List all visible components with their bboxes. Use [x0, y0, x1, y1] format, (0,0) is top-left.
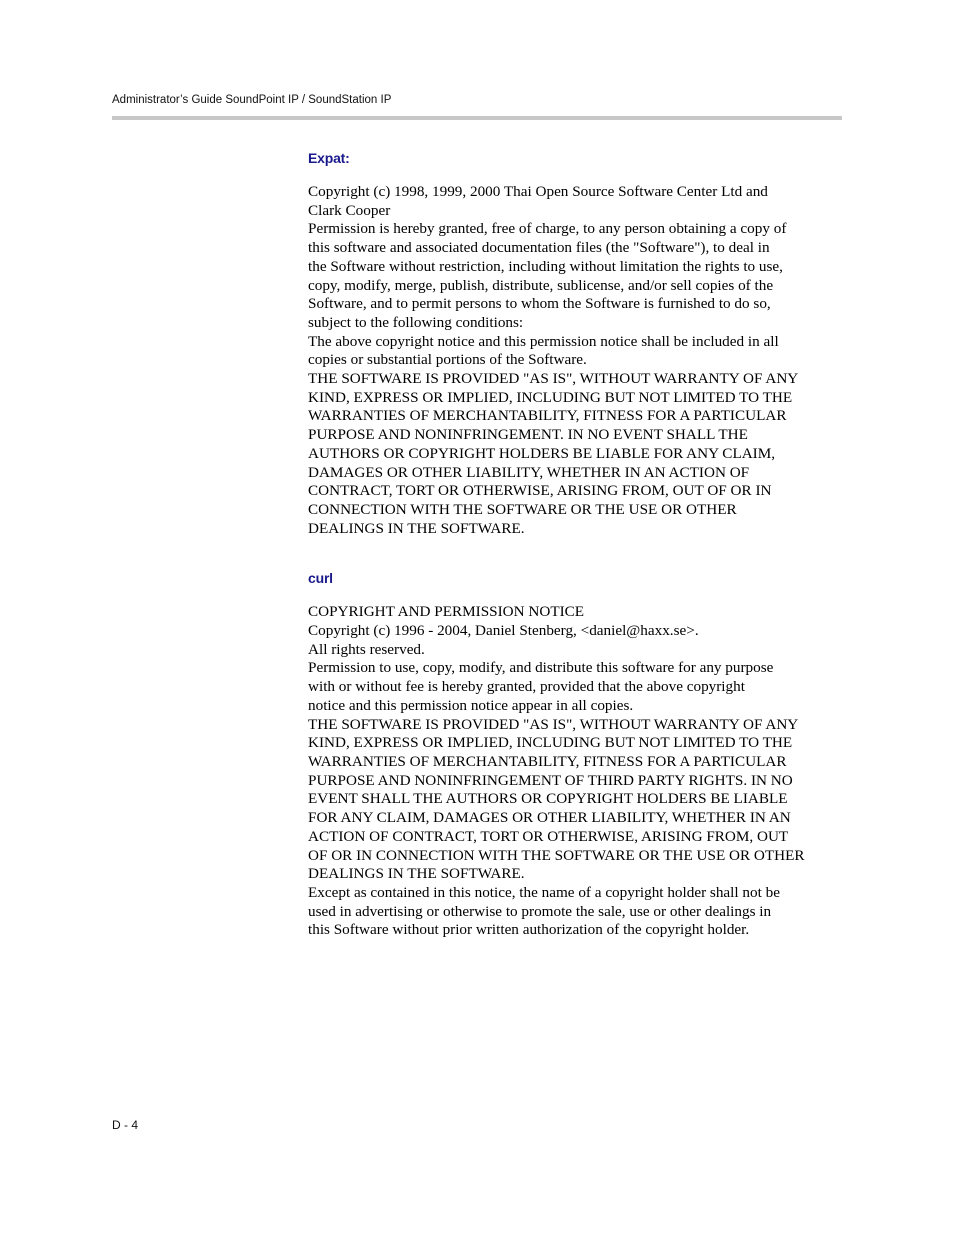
paragraph: THE SOFTWARE IS PROVIDED "AS IS", WITHOUT WARRANTY OF ANY KIND, EXPRESS OR IMPLIED, INCLUDING BUT NOT LIMITED TO THE WARRANTIES OF MERCHANTABILITY, FITNESS FOR A PARTICULAR PURPOSE AND NONINFRINGEMENT OF THIRD PARTY RIGHTS. IN NO EVENT SHALL THE AUTHORS OR COPYRIGHT HOLDERS BE LIABLE FOR ANY CLAIM, DAMAGES OR OTHER LIABILITY, WHETHER IN AN ACTION OF CONTRACT, TORT OR OTHERWISE, ARISING FROM, OUT OF OR IN CONNECTION WITH THE SOFTWARE OR THE USE OR OTHER DEALINGS IN THE SOFTWARE. — [308, 715, 805, 883]
paragraph: The above copyright notice and this permission notice shall be included in all copies or substantial portions of the Software. — [308, 332, 779, 369]
paragraph: Permission to use, copy, modify, and distribute this software for any purpose with or without fee is hereby granted, provided that the above copyright notice and this permission notice appear in all copies. — [308, 659, 774, 714]
paragraph: All rights reserved. — [308, 640, 425, 658]
header-rule — [112, 116, 842, 120]
paragraph: COPYRIGHT AND PERMISSION NOTICE — [308, 603, 585, 621]
section-expat — [308, 148, 842, 538]
paragraph: Except as contained in this notice, the name of a copyright holder shall not be used in advertising or otherwise to promote the sale, use or other dealings in this Software without prior written authorization of the copyright holder. — [308, 883, 780, 939]
section-curl — [308, 568, 842, 940]
page-number: D - 4 — [112, 1118, 139, 1132]
running-header: Administrator’s Guide SoundPoint IP / SoundStation IP — [112, 94, 392, 106]
page-content — [308, 148, 842, 970]
paragraph: Copyright (c) 1998, 1999, 2000 Thai Open Source Software Center Ltd and Clark Cooper — [308, 183, 768, 219]
section-heading-curl: curl — [308, 570, 333, 587]
paragraph: THE SOFTWARE IS PROVIDED "AS IS", WITHOUT WARRANTY OF ANY KIND, EXPRESS OR IMPLIED, INCLUDING BUT NOT LIMITED TO THE WARRANTIES OF MERCHANTABILITY, FITNESS FOR A PARTICULAR PURPOSE AND NONINFRINGEMENT. IN NO EVENT SHALL THE AUTHORS OR COPYRIGHT HOLDERS BE LIABLE FOR ANY CLAIM, DAMAGES OR OTHER LIABILITY, WHETHER IN AN ACTION OF CONTRACT, TORT OR OTHERWISE, ARISING FROM, OUT OF OR IN CONNECTION WITH THE SOFTWARE OR THE USE OR OTHER DEALINGS IN THE SOFTWARE. — [308, 370, 799, 537]
paragraph: Copyright (c) 1996 - 2004, Daniel Stenberg, <daniel@haxx.se>. — [308, 622, 699, 640]
section-heading-expat: Expat: — [308, 150, 350, 166]
paragraph: Permission is hereby granted, free of charge, to any person obtaining a copy of this software and associated documentation files (the "Software"), to deal in the Software without restriction, including without limitation the rights to use, copy, modify, merge, publish, distribute, sublicense, and/or sell copies of the Software, and to permit persons to whom the Software is furnished to do so, subject to the following conditions: — [308, 220, 787, 331]
